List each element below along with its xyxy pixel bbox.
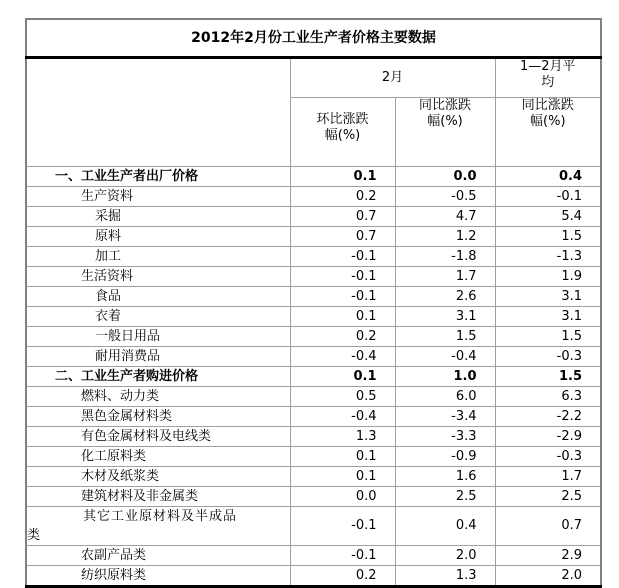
row-label: 耐用消费品	[26, 347, 290, 367]
value-yoy: -3.3	[395, 427, 495, 447]
value-avg: -2.9	[495, 427, 601, 447]
value-mom: -0.1	[290, 507, 395, 546]
value-avg: 3.1	[495, 287, 601, 307]
value-avg: 1.5	[495, 227, 601, 247]
row-label: 采掘	[26, 207, 290, 227]
row-label: 化工原料类	[26, 447, 290, 467]
value-mom: 0.1	[290, 307, 395, 327]
row-label: 生产资料	[26, 187, 290, 207]
row-label: 纺织原料类	[26, 566, 290, 587]
table-row	[26, 187, 601, 207]
row-label: 加工	[26, 247, 290, 267]
value-mom: 0.1	[290, 467, 395, 487]
row-label: 一、工业生产者出厂价格	[26, 167, 290, 187]
ppi-table	[25, 18, 602, 588]
value-avg: 2.0	[495, 566, 601, 587]
table-row	[26, 347, 601, 367]
value-yoy: 1.2	[395, 227, 495, 247]
value-avg: 1.5	[495, 327, 601, 347]
value-mom: -0.1	[290, 267, 395, 287]
value-avg: 5.4	[495, 207, 601, 227]
value-avg: 1.7	[495, 467, 601, 487]
header-yoy: 同比涨跌幅(%)	[395, 98, 495, 167]
value-mom: 0.1	[290, 447, 395, 467]
value-yoy: -3.4	[395, 407, 495, 427]
row-label: 二、工业生产者购进价格	[26, 367, 290, 387]
header-avg-yoy: 同比涨跌幅(%)	[495, 98, 601, 167]
value-mom: 0.2	[290, 187, 395, 207]
table-row	[26, 267, 601, 287]
value-avg: 6.3	[495, 387, 601, 407]
value-mom: -0.4	[290, 347, 395, 367]
value-avg: 2.5	[495, 487, 601, 507]
table-title: 2012年2月份工业生产者价格主要数据	[26, 19, 601, 58]
value-avg: -1.3	[495, 247, 601, 267]
table-row	[26, 287, 601, 307]
value-yoy: -0.4	[395, 347, 495, 367]
value-mom: 0.0	[290, 487, 395, 507]
row-label: 木材及纸浆类	[26, 467, 290, 487]
value-avg: 1.9	[495, 267, 601, 287]
value-yoy: 0.4	[395, 507, 495, 546]
value-avg: -0.1	[495, 187, 601, 207]
table-row	[26, 507, 601, 546]
value-yoy: 6.0	[395, 387, 495, 407]
row-label: 生活资料	[26, 267, 290, 287]
table-row	[26, 227, 601, 247]
value-avg: -0.3	[495, 447, 601, 467]
value-avg: -2.2	[495, 407, 601, 427]
table-row	[26, 367, 601, 387]
row-label: 其它工业原材料及半成品 类	[26, 507, 290, 546]
table-row	[26, 427, 601, 447]
row-label: 燃料、动力类	[26, 387, 290, 407]
value-mom: -0.1	[290, 247, 395, 267]
value-avg: 2.9	[495, 546, 601, 566]
value-yoy: 0.0	[395, 167, 495, 187]
table-row	[26, 447, 601, 467]
row-label: 黑色金属材料类	[26, 407, 290, 427]
value-yoy: 1.7	[395, 267, 495, 287]
table-row	[26, 407, 601, 427]
value-avg: 3.1	[495, 307, 601, 327]
value-yoy: 4.7	[395, 207, 495, 227]
header-blank	[26, 58, 290, 167]
table-row	[26, 467, 601, 487]
value-yoy: 3.1	[395, 307, 495, 327]
value-mom: 1.3	[290, 427, 395, 447]
value-mom: 0.5	[290, 387, 395, 407]
value-mom: -0.4	[290, 407, 395, 427]
value-avg: 1.5	[495, 367, 601, 387]
value-yoy: 2.6	[395, 287, 495, 307]
table-row	[26, 247, 601, 267]
table-row	[26, 167, 601, 187]
value-yoy: 1.3	[395, 566, 495, 587]
value-mom: -0.1	[290, 546, 395, 566]
value-mom: -0.1	[290, 287, 395, 307]
value-avg: -0.3	[495, 347, 601, 367]
header-mom: 环比涨跌幅(%)	[290, 98, 395, 167]
value-avg: 0.7	[495, 507, 601, 546]
value-avg: 0.4	[495, 167, 601, 187]
row-label: 衣着	[26, 307, 290, 327]
row-label: 建筑材料及非金属类	[26, 487, 290, 507]
value-mom: 0.7	[290, 207, 395, 227]
value-yoy: -0.9	[395, 447, 495, 467]
value-yoy: 1.0	[395, 367, 495, 387]
value-mom: 0.2	[290, 327, 395, 347]
table-row	[26, 307, 601, 327]
table-row	[26, 207, 601, 227]
value-mom: 0.1	[290, 167, 395, 187]
table-row	[26, 327, 601, 347]
row-label: 食品	[26, 287, 290, 307]
header-feb: 2月	[290, 58, 495, 98]
value-mom: 0.7	[290, 227, 395, 247]
table-row	[26, 546, 601, 566]
value-yoy: -0.5	[395, 187, 495, 207]
table-row	[26, 387, 601, 407]
row-label: 一般日用品	[26, 327, 290, 347]
value-mom: 0.2	[290, 566, 395, 587]
row-label: 原料	[26, 227, 290, 247]
value-yoy: 1.6	[395, 467, 495, 487]
value-yoy: -1.8	[395, 247, 495, 267]
value-mom: 0.1	[290, 367, 395, 387]
value-yoy: 2.0	[395, 546, 495, 566]
table-row	[26, 566, 601, 587]
table-row	[26, 487, 601, 507]
row-label: 农副产品类	[26, 546, 290, 566]
value-yoy: 2.5	[395, 487, 495, 507]
header-jan-feb-avg: 1—2月平均	[495, 58, 601, 98]
value-yoy: 1.5	[395, 327, 495, 347]
row-label: 有色金属材料及电线类	[26, 427, 290, 447]
